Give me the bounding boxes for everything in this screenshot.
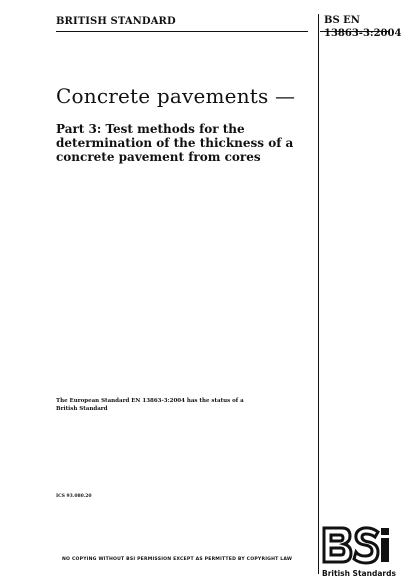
bsi-logo-icon [320, 522, 392, 570]
copyright-notice: NO COPYING WITHOUT BSI PERMISSION EXCEPT AS PERMITTED BY COPYRIGHT LAW [62, 557, 293, 562]
document-number [324, 14, 401, 40]
standard-type-label: BRITISH STANDARD [56, 16, 176, 27]
bsi-logo-tagline: British Standards [322, 569, 396, 578]
page-subtitle: Part 3: Test methods for the determination of the thickness of a concrete pavement from cores [56, 122, 294, 164]
status-note: The European Standard EN 13863-3:2004 has the status of a British Standard [56, 398, 244, 412]
header-rule-left [56, 31, 308, 32]
page-title: Concrete pavements — [56, 84, 296, 108]
vertical-divider [318, 14, 319, 574]
document-number-line2: 13863-3:2004 [324, 28, 402, 39]
ics-code: ICS 93.080.20 [56, 494, 92, 499]
document-number-line1: BS EN [324, 15, 360, 26]
